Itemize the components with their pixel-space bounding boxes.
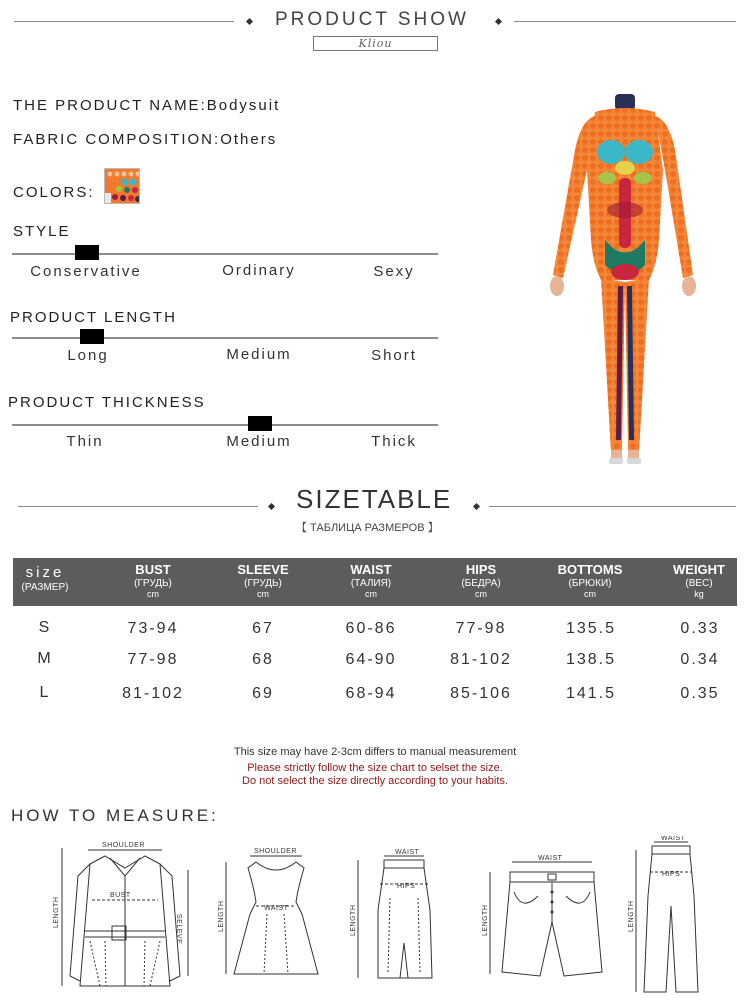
thickness-option-thick: Thick bbox=[371, 433, 417, 450]
cell-sleeve: 67 bbox=[252, 620, 274, 637]
style-option-conservative: Conservative bbox=[30, 263, 142, 280]
color-swatch-multicolor[interactable] bbox=[104, 168, 140, 204]
cell-size: S bbox=[38, 619, 52, 636]
dress-measure-diagram bbox=[212, 844, 322, 994]
sizetable-line-right bbox=[489, 506, 736, 507]
cell-bust: 81-102 bbox=[122, 685, 184, 702]
thickness-scale-line bbox=[12, 424, 438, 426]
cell-bottoms: 135.5 bbox=[565, 620, 617, 637]
size-warning-line2: Do not select the size directly according to your habits. bbox=[242, 775, 508, 787]
cell-weight: 0.34 bbox=[680, 651, 720, 668]
waist-label: WAIST bbox=[264, 905, 289, 912]
cell-bust: 77-98 bbox=[127, 651, 179, 668]
length-scale-line bbox=[12, 337, 438, 339]
cell-waist: 60-86 bbox=[345, 620, 397, 637]
length-label: LENGTH bbox=[628, 900, 635, 932]
thickness-option-medium: Medium bbox=[226, 433, 292, 450]
product-name-row bbox=[13, 97, 280, 114]
length-label: LENGTH bbox=[218, 900, 225, 932]
cell-sleeve: 69 bbox=[252, 685, 274, 702]
length-label: LENGTH bbox=[53, 896, 60, 928]
cell-hips: 77-98 bbox=[455, 620, 507, 637]
shorts-measure-diagram bbox=[474, 852, 624, 982]
fabric-label: FABRIC COMPOSITION: bbox=[13, 131, 221, 148]
length-option-medium: Medium bbox=[226, 346, 292, 363]
waist-label: WAIST bbox=[395, 849, 420, 856]
style-title: STYLE bbox=[13, 223, 71, 240]
thickness-title: PRODUCT THICKNESS bbox=[8, 394, 206, 411]
cell-bottoms: 141.5 bbox=[565, 685, 617, 702]
cell-hips: 81-102 bbox=[450, 651, 512, 668]
skirt-measure-diagram bbox=[340, 848, 450, 998]
jacket-measure-diagram bbox=[50, 836, 200, 996]
pants-measure-diagram bbox=[628, 836, 738, 998]
length-option-short: Short bbox=[371, 347, 417, 364]
thickness-option-thin: Thin bbox=[66, 433, 104, 450]
waist-label: WAIST bbox=[661, 836, 686, 842]
hips-label: HIPS bbox=[397, 883, 416, 890]
header-bottoms: BOTTOMS (БРЮКИ) cm bbox=[557, 562, 623, 599]
cell-size: M bbox=[37, 650, 53, 667]
sizetable-dot-left bbox=[268, 503, 275, 510]
product-photo bbox=[525, 90, 725, 470]
style-scale-marker bbox=[75, 245, 99, 260]
header-line-right bbox=[514, 21, 736, 22]
hips-label: HIPS bbox=[662, 871, 681, 878]
cell-waist: 64-90 bbox=[345, 651, 397, 668]
sizetable-subtitle: 【 ТАБЛИЦА РАЗМЕРОВ 】 bbox=[296, 522, 439, 534]
cell-weight: 0.35 bbox=[680, 685, 720, 702]
sleeve-label: SELEVE bbox=[175, 914, 182, 945]
length-scale-marker bbox=[80, 329, 104, 344]
colors-label: COLORS: bbox=[13, 184, 95, 201]
header-size: size (РАЗМЕР) bbox=[21, 564, 69, 593]
cell-bottoms: 138.5 bbox=[565, 651, 617, 668]
header-dot-left bbox=[246, 18, 253, 25]
sizetable-dot-right bbox=[473, 503, 480, 510]
shoulder-label: SHOULDER bbox=[254, 848, 297, 855]
cell-waist: 68-94 bbox=[345, 685, 397, 702]
fabric-row bbox=[13, 131, 277, 148]
sizetable-line-left bbox=[18, 506, 258, 507]
length-label: LENGTH bbox=[350, 904, 357, 936]
product-name-label: THE PRODUCT NAME: bbox=[13, 97, 207, 114]
shoulder-label: SHOULDER bbox=[102, 842, 145, 849]
page-title: PRODUCT SHOW bbox=[275, 9, 469, 30]
length-label: LENGTH bbox=[482, 904, 489, 936]
cell-sleeve: 68 bbox=[252, 651, 274, 668]
sizetable-title: SIZETABLE bbox=[296, 484, 453, 514]
length-option-long: Long bbox=[67, 347, 109, 364]
header-waist: WAIST (ТАЛИЯ) cm bbox=[350, 562, 392, 599]
length-title: PRODUCT LENGTH bbox=[10, 309, 177, 326]
header-weight: WEIGHT (ВЕС) kg bbox=[673, 562, 725, 599]
header-bust: BUST (ГРУДЬ) cm bbox=[134, 562, 172, 599]
style-option-sexy: Sexy bbox=[373, 263, 415, 280]
waist-label: WAIST bbox=[538, 855, 563, 862]
header-dot-right bbox=[495, 18, 502, 25]
product-name-value: Bodysuit bbox=[206, 97, 281, 114]
measurement-note: This size may have 2-3cm differs to manual measurement bbox=[233, 746, 517, 758]
thickness-scale-marker bbox=[248, 416, 272, 431]
cell-bust: 73-94 bbox=[127, 620, 179, 637]
bust-label: BUST bbox=[110, 892, 131, 899]
size-warning-line1: Please strictly follow the size chart to selset the size. bbox=[247, 762, 503, 774]
how-to-measure-title: HOW TO MEASURE: bbox=[11, 806, 219, 825]
style-option-ordinary: Ordinary bbox=[222, 262, 296, 279]
size-table-header bbox=[13, 558, 737, 606]
cell-weight: 0.33 bbox=[680, 620, 720, 637]
cell-size: L bbox=[39, 684, 51, 701]
header-hips: HIPS (БЕДРА) cm bbox=[461, 562, 501, 599]
cell-hips: 85-106 bbox=[450, 685, 512, 702]
header-sleeve: SLEEVE (ГРУДЬ) cm bbox=[237, 562, 289, 599]
header-line-left bbox=[14, 21, 234, 22]
brand-label: Kliou bbox=[313, 36, 438, 51]
fabric-value: Others bbox=[220, 131, 278, 148]
